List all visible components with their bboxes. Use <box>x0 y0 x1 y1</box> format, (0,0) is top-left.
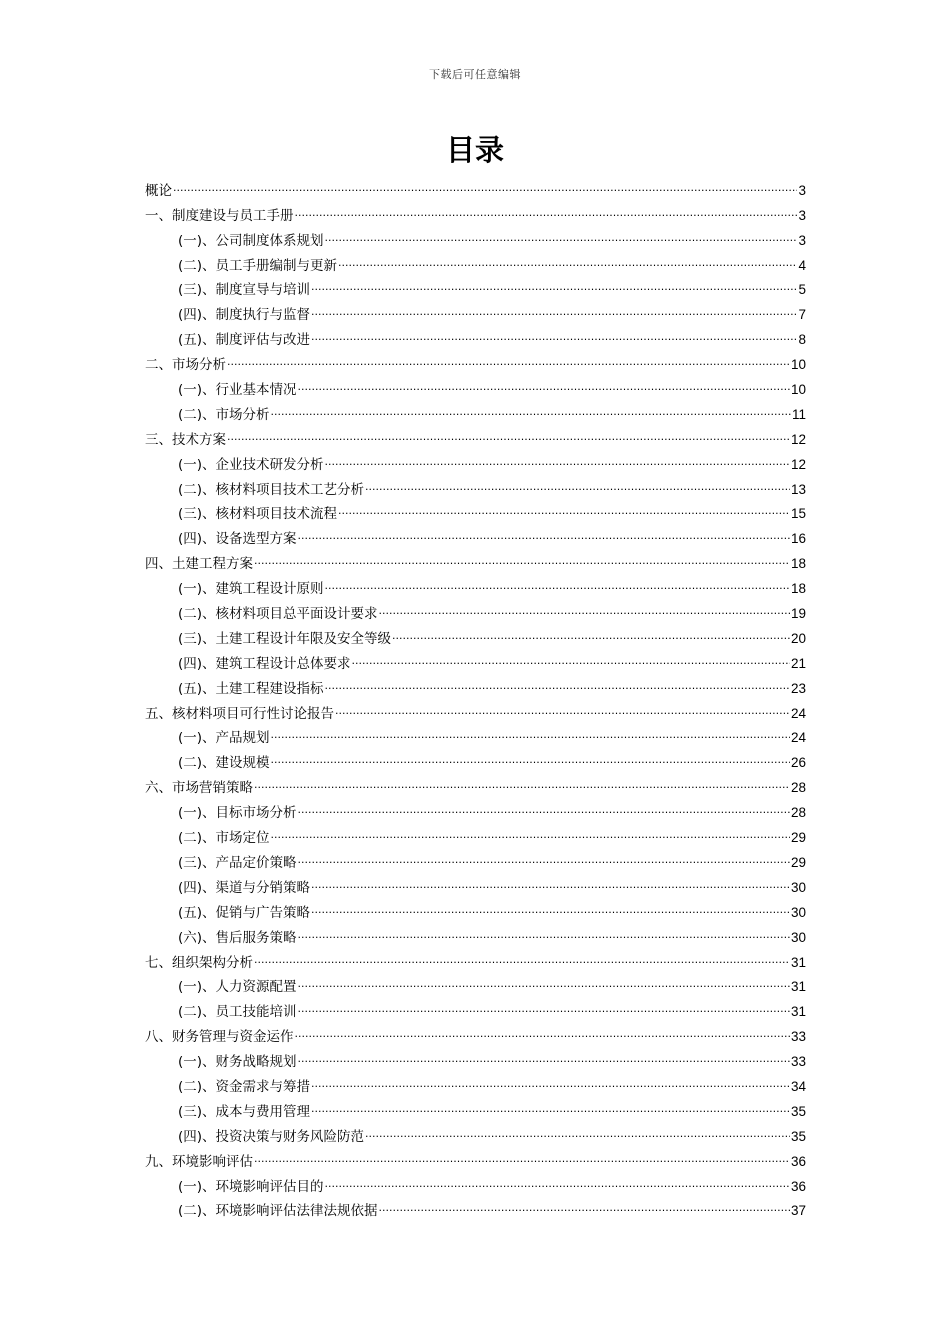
toc-entry[interactable] <box>145 275 806 300</box>
toc-dot-leader <box>311 1100 790 1118</box>
toc-dot-leader <box>254 1150 790 1168</box>
toc-entry[interactable] <box>145 499 806 524</box>
toc-entry[interactable] <box>145 424 806 449</box>
toc-entry-page-number: 26 <box>790 755 806 771</box>
toc-entry-page-number: 3 <box>798 207 806 223</box>
toc-entry-page-number: 5 <box>798 282 806 298</box>
toc-entry[interactable] <box>145 648 806 673</box>
toc-entry-page-number: 36 <box>790 1153 806 1169</box>
toc-entry[interactable] <box>145 523 806 548</box>
toc-dot-leader <box>298 527 790 545</box>
toc-entry-page-number: 19 <box>790 606 806 622</box>
toc-entry-label: (三)、核材料项目技术流程 <box>178 506 338 523</box>
toc-entry[interactable] <box>145 822 806 847</box>
toc-dot-leader <box>338 254 797 272</box>
toc-entry-label: (二)、资金需求与筹措 <box>178 1078 311 1095</box>
toc-entry-page-number: 8 <box>798 332 806 348</box>
toc-dot-leader <box>352 652 790 670</box>
toc-entry-label: (六)、售后服务策略 <box>178 929 297 946</box>
toc-entry-label: 六、市场营销策略 <box>145 780 253 797</box>
toc-entry-page-number: 28 <box>790 780 806 796</box>
toc-entry-label: (一)、产品规划 <box>178 730 270 747</box>
toc-entry-page-number: 35 <box>790 1128 806 1144</box>
toc-dot-leader <box>325 577 790 595</box>
toc-entry-page-number: 30 <box>790 879 806 895</box>
toc-entry[interactable] <box>145 598 806 623</box>
toc-dot-leader <box>298 1000 790 1018</box>
toc-entry-page-number: 4 <box>798 257 806 273</box>
toc-entry[interactable] <box>145 200 806 225</box>
toc-entry[interactable] <box>145 747 806 772</box>
toc-dot-leader <box>254 951 790 969</box>
toc-entry-page-number: 3 <box>798 232 806 248</box>
toc-entry-label: 四、土建工程方案 <box>145 556 253 573</box>
toc-entry-page-number: 28 <box>790 805 806 821</box>
toc-dot-leader <box>325 229 798 247</box>
toc-entry-page-number: 31 <box>790 954 806 970</box>
toc-entry-label: (一)、人力资源配置 <box>178 979 297 996</box>
toc-entry-label: (四)、制度执行与监督 <box>178 307 311 324</box>
toc-entry-label: (一)、财务战略规划 <box>178 1054 297 1071</box>
toc-entry-label: (四)、建筑工程设计总体要求 <box>178 655 351 672</box>
toc-entry[interactable] <box>145 947 806 972</box>
toc-entry-label: (一)、环境影响评估目的 <box>178 1178 324 1195</box>
toc-dot-leader <box>298 926 790 944</box>
toc-entry-page-number: 24 <box>790 705 806 721</box>
toc-dot-leader <box>365 1125 790 1143</box>
toc-entry-page-number: 21 <box>790 655 806 671</box>
toc-entry-page-number: 3 <box>798 182 806 198</box>
toc-entry-label: (二)、环境影响评估法律法规依据 <box>178 1203 378 1220</box>
toc-entry-page-number: 24 <box>790 730 806 746</box>
toc-entry[interactable] <box>145 449 806 474</box>
toc-entry[interactable] <box>145 1146 806 1171</box>
toc-entry-page-number: 12 <box>790 456 806 472</box>
toc-entry[interactable] <box>145 996 806 1021</box>
toc-entry-label: (四)、设备选型方案 <box>178 531 297 548</box>
toc-dot-leader <box>254 552 790 570</box>
toc-entry-label: (一)、企业技术研发分析 <box>178 456 324 473</box>
toc-entry[interactable] <box>145 474 806 499</box>
toc-entry-label: (三)、制度宣导与培训 <box>178 282 311 299</box>
toc-entry[interactable] <box>145 623 806 648</box>
toc-entry-page-number: 13 <box>790 481 806 497</box>
toc-entry-label: 概论 <box>145 182 172 199</box>
toc-entry-label: (四)、渠道与分销策略 <box>178 879 311 896</box>
toc-dot-leader <box>271 726 790 744</box>
toc-entry-page-number: 18 <box>790 556 806 572</box>
toc-entry[interactable] <box>145 723 806 748</box>
toc-entry-label: (五)、促销与广告策略 <box>178 904 311 921</box>
toc-entry-label: 三、技术方案 <box>145 431 226 448</box>
toc-entry[interactable] <box>145 1171 806 1196</box>
toc-entry-label: (五)、土建工程建设指标 <box>178 680 324 697</box>
toc-entry-page-number: 30 <box>790 904 806 920</box>
toc-entry-label: (一)、行业基本情况 <box>178 382 297 399</box>
toc-dot-leader <box>298 851 790 869</box>
toc-entry-page-number: 20 <box>790 630 806 646</box>
toc-entry-page-number: 35 <box>790 1103 806 1119</box>
toc-dot-leader <box>271 751 790 769</box>
toc-entry[interactable] <box>145 175 806 200</box>
toc-entry-label: (三)、成本与费用管理 <box>178 1103 311 1120</box>
table-of-contents <box>145 175 806 1220</box>
toc-dot-leader <box>392 627 790 645</box>
toc-entry[interactable] <box>145 573 806 598</box>
toc-entry[interactable] <box>145 1121 806 1146</box>
toc-entry-label: 七、组织架构分析 <box>145 954 253 971</box>
toc-entry-page-number: 15 <box>790 506 806 522</box>
toc-dot-leader <box>311 876 790 894</box>
toc-entry[interactable] <box>145 374 806 399</box>
toc-entry-page-number: 23 <box>790 680 806 696</box>
toc-dot-leader <box>379 602 790 620</box>
toc-entry[interactable] <box>145 324 806 349</box>
toc-entry[interactable] <box>145 299 806 324</box>
toc-entry-label: 八、财务管理与资金运作 <box>145 1029 294 1046</box>
toc-dot-leader <box>295 1025 790 1043</box>
toc-entry-page-number: 36 <box>790 1178 806 1194</box>
toc-entry[interactable] <box>145 972 806 997</box>
toc-dot-leader <box>335 702 790 720</box>
toc-dot-leader <box>295 204 798 222</box>
toc-dot-leader <box>271 403 791 421</box>
toc-dot-leader <box>298 975 790 993</box>
toc-entry[interactable] <box>145 548 806 573</box>
toc-dot-leader <box>254 776 790 794</box>
toc-dot-leader <box>379 1199 790 1217</box>
toc-entry-label: (一)、公司制度体系规划 <box>178 232 324 249</box>
toc-entry[interactable] <box>145 1021 806 1046</box>
toc-dot-leader <box>365 478 790 496</box>
toc-entry-page-number: 31 <box>790 1004 806 1020</box>
toc-entry[interactable] <box>145 847 806 872</box>
page-header: 下载后可任意编辑 <box>429 68 521 81</box>
toc-entry-page-number: 7 <box>798 307 806 323</box>
toc-entry[interactable] <box>145 225 806 250</box>
toc-entry[interactable] <box>145 1096 806 1121</box>
toc-entry-label: (一)、建筑工程设计原则 <box>178 581 324 598</box>
toc-entry[interactable] <box>145 1046 806 1071</box>
toc-dot-leader <box>311 1075 790 1093</box>
toc-entry-page-number: 29 <box>790 830 806 846</box>
toc-dot-leader <box>173 179 797 197</box>
toc-entry-label: (三)、产品定价策略 <box>178 854 297 871</box>
toc-dot-leader <box>271 826 790 844</box>
toc-entry-page-number: 30 <box>790 929 806 945</box>
toc-dot-leader <box>298 1050 790 1068</box>
toc-entry-label: 五、核材料项目可行性讨论报告 <box>145 705 334 722</box>
toc-dot-leader <box>311 278 797 296</box>
toc-entry-page-number: 10 <box>790 357 806 373</box>
toc-entry-page-number: 31 <box>790 979 806 995</box>
toc-entry-label: (二)、核材料项目技术工艺分析 <box>178 481 365 498</box>
toc-entry[interactable] <box>145 872 806 897</box>
toc-dot-leader <box>298 801 790 819</box>
toc-entry-label: (二)、核材料项目总平面设计要求 <box>178 606 378 623</box>
toc-entry-label: 二、市场分析 <box>145 357 226 374</box>
toc-dot-leader <box>227 428 790 446</box>
toc-entry[interactable] <box>145 1196 806 1221</box>
toc-entry-label: (三)、土建工程设计年限及安全等级 <box>178 630 392 647</box>
toc-dot-leader <box>338 502 790 520</box>
toc-entry[interactable] <box>145 698 806 723</box>
toc-entry[interactable] <box>145 349 806 374</box>
toc-dot-leader <box>298 378 790 396</box>
toc-dot-leader <box>325 677 790 695</box>
toc-entry-page-number: 18 <box>790 581 806 597</box>
toc-dot-leader <box>325 453 790 471</box>
toc-entry[interactable] <box>145 250 806 275</box>
toc-entry[interactable] <box>145 922 806 947</box>
toc-entry-page-number: 10 <box>790 382 806 398</box>
toc-entry-label: (五)、制度评估与改进 <box>178 332 311 349</box>
toc-entry-page-number: 29 <box>790 854 806 870</box>
toc-entry-label: (二)、员工手册编制与更新 <box>178 257 338 274</box>
toc-dot-leader <box>325 1175 790 1193</box>
toc-dot-leader <box>227 353 790 371</box>
toc-entry-page-number: 34 <box>790 1078 806 1094</box>
toc-entry-label: (二)、市场定位 <box>178 830 270 847</box>
toc-entry-page-number: 12 <box>790 431 806 447</box>
toc-entry-label: (二)、建设规模 <box>178 755 270 772</box>
toc-entry-page-number: 16 <box>790 531 806 547</box>
toc-entry-label: 九、环境影响评估 <box>145 1153 253 1170</box>
toc-entry-page-number: 37 <box>790 1203 806 1219</box>
toc-entry-page-number: 33 <box>790 1054 806 1070</box>
toc-dot-leader <box>311 328 797 346</box>
toc-entry-page-number: 11 <box>791 406 806 422</box>
toc-entry-label: (二)、员工技能培训 <box>178 1004 297 1021</box>
toc-entry-page-number: 33 <box>790 1029 806 1045</box>
toc-entry-label: (四)、投资决策与财务风险防范 <box>178 1128 365 1145</box>
toc-entry[interactable] <box>145 1071 806 1096</box>
toc-entry-label: 一、制度建设与员工手册 <box>145 207 294 224</box>
toc-entry[interactable] <box>145 772 806 797</box>
toc-dot-leader <box>311 901 790 919</box>
page-title: 目录 <box>445 133 504 167</box>
toc-entry[interactable] <box>145 897 806 922</box>
toc-entry[interactable] <box>145 399 806 424</box>
toc-entry[interactable] <box>145 673 806 698</box>
toc-dot-leader <box>311 303 797 321</box>
toc-entry[interactable] <box>145 797 806 822</box>
toc-entry-label: (一)、目标市场分析 <box>178 805 297 822</box>
toc-entry-label: (二)、市场分析 <box>178 406 270 423</box>
